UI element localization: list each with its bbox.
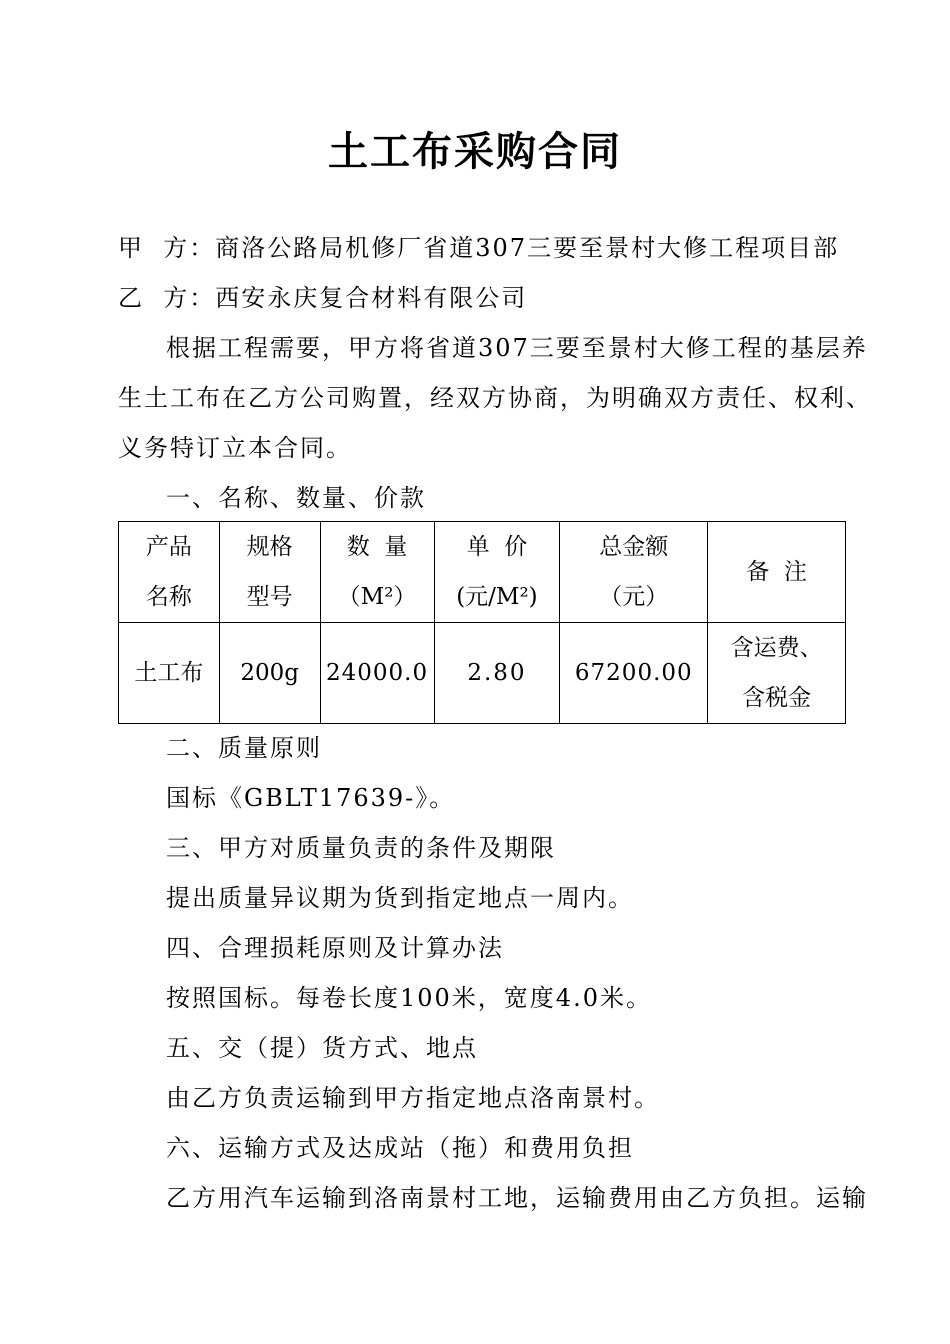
cell-quantity: 24000.0 bbox=[320, 623, 434, 724]
header-text: 备 注 bbox=[746, 559, 807, 585]
section-3-heading: 三、甲方对质量负责的条件及期限 bbox=[166, 834, 556, 862]
header-product-name bbox=[119, 522, 220, 623]
header-quantity bbox=[320, 522, 434, 623]
party-b-line bbox=[118, 283, 527, 313]
section-2-heading: 二、质量原则 bbox=[166, 734, 322, 762]
cell-unit-price: 2.80 bbox=[434, 623, 560, 724]
header-total-amount bbox=[560, 522, 708, 623]
party-a-value: 商洛公路局机修厂省道307三要至景村大修工程项目部 bbox=[215, 234, 840, 262]
party-b-value: 西安永庆复合材料有限公司 bbox=[215, 284, 528, 312]
intro-line-2: 生土工布在乙方公司购置，经双方协商，为明确双方责任、权利、 bbox=[118, 384, 872, 412]
header-text: 名称 bbox=[145, 584, 192, 610]
remark-text: 含运费、 bbox=[730, 635, 823, 661]
header-text: 总金额 bbox=[599, 534, 669, 560]
cell-total: 67200.00 bbox=[560, 623, 708, 724]
header-unit-price bbox=[434, 522, 560, 623]
header-text: 型号 bbox=[246, 584, 293, 610]
header-text: 单 价 bbox=[466, 534, 528, 560]
cell-remarks bbox=[708, 623, 846, 724]
section-5-heading: 五、交（提）货方式、地点 bbox=[166, 1034, 478, 1062]
header-text: (元/M²) bbox=[456, 584, 538, 610]
section-1-heading: 一、名称、数量、价款 bbox=[166, 484, 426, 512]
party-a-line bbox=[118, 233, 839, 263]
intro-line-3: 义务特订立本合同。 bbox=[118, 434, 352, 462]
party-a-label: 甲 方： bbox=[118, 234, 216, 262]
cell-spec: 200g bbox=[219, 623, 320, 724]
section-2-text: 国标《GBLT17639-》。 bbox=[166, 784, 456, 812]
cell-product-name: 土工布 bbox=[119, 623, 220, 724]
table-row bbox=[119, 623, 846, 724]
section-5-text: 由乙方负责运输到甲方指定地点洛南景村。 bbox=[166, 1084, 660, 1112]
header-remarks bbox=[708, 522, 846, 623]
section-4-text: 按照国标。每卷长度100米，宽度4.0米。 bbox=[166, 984, 652, 1012]
header-text: （元） bbox=[599, 584, 669, 610]
items-table bbox=[118, 521, 846, 724]
header-spec-model bbox=[219, 522, 320, 623]
header-text: 规格 bbox=[246, 534, 293, 560]
remark-text: 含税金 bbox=[742, 685, 812, 711]
section-6-text: 乙方用汽车运输到洛南景村工地，运输费用由乙方负担。运输 bbox=[166, 1184, 868, 1212]
page-title: 土工布采购合同 bbox=[328, 129, 622, 175]
section-3-text: 提出质量异议期为货到指定地点一周内。 bbox=[166, 884, 634, 912]
table-header-row bbox=[119, 522, 846, 623]
intro-line-1: 根据工程需要，甲方将省道307三要至景村大修工程的基层养 bbox=[166, 334, 868, 362]
party-b-label: 乙 方： bbox=[118, 284, 216, 312]
header-text: 数 量 bbox=[346, 534, 408, 560]
header-text: 产品 bbox=[145, 534, 192, 560]
section-6-heading: 六、运输方式及达成站（拖）和费用负担 bbox=[166, 1134, 634, 1162]
header-text: （M²） bbox=[337, 584, 417, 610]
section-4-heading: 四、合理损耗原则及计算办法 bbox=[166, 934, 504, 962]
